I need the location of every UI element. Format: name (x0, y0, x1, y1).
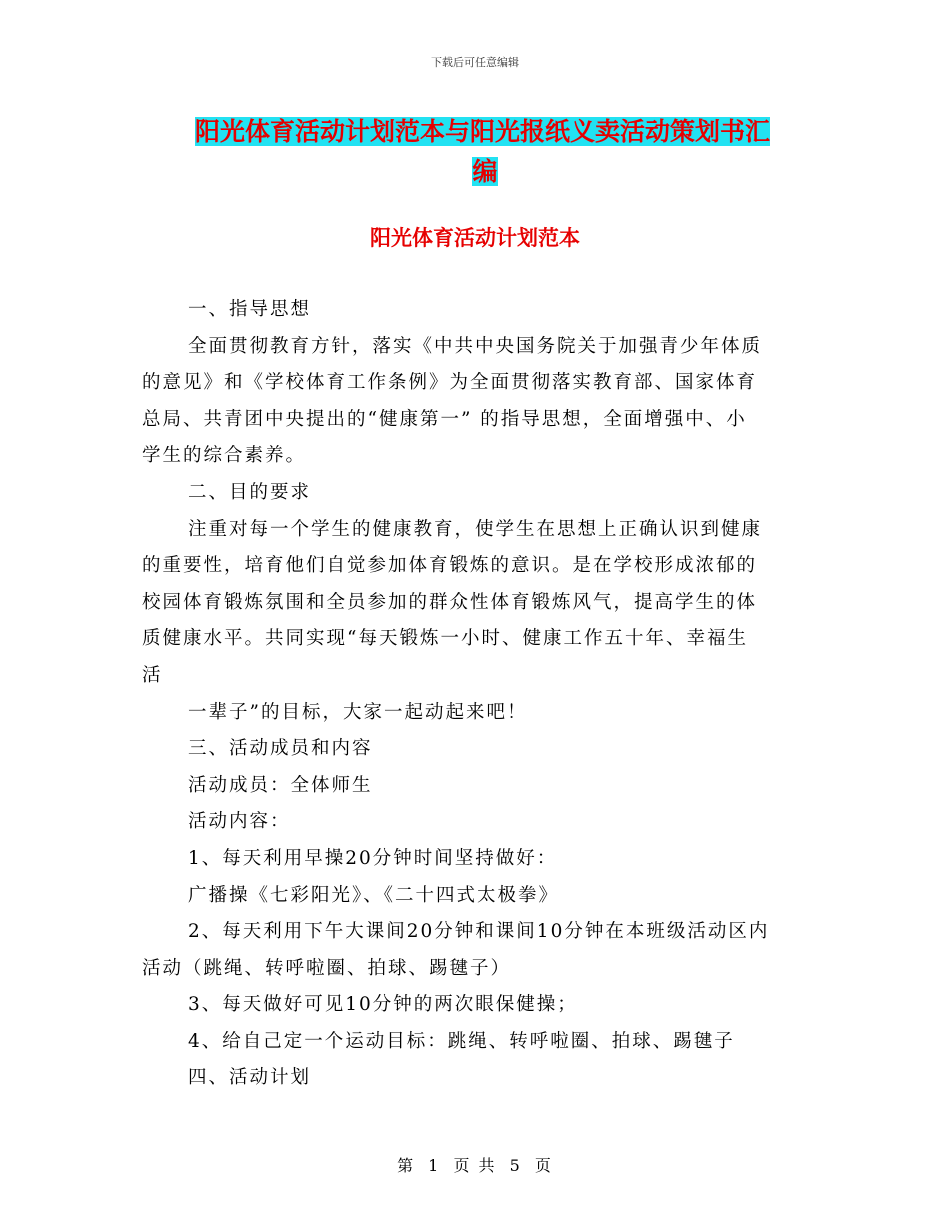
paragraph-line: 全面贯彻教育方针，落实《中共中央国务院关于加强青少年体质 (188, 335, 763, 357)
paragraph-line: 活 (142, 664, 163, 686)
paragraph-line: 质健康水平。共同实现“每天锻炼一小时、健康工作五十年、幸福生 (142, 628, 748, 650)
list-item: 活动（跳绳、转呼啦圈、拍球、踢毽子） (142, 957, 512, 979)
list-item: 4、给自己定一个运动目标：跳绳、转呼啦圈、拍球、踢毽子 (188, 1030, 735, 1052)
paragraph-line: 一辈子”的目标，大家一起动起来吧！ (188, 701, 528, 723)
document-body (142, 292, 807, 1097)
heading-members-content: 三、活动成员和内容 (188, 738, 373, 760)
paragraph-line: 校园体育锻炼氛围和全员参加的群众性体育锻炼风气，提高学生的体 (142, 591, 758, 613)
total-pages: 5 (509, 1156, 522, 1175)
paragraph-line: 的重要性，培育他们自觉参加体育锻炼的意识。是在学校形成浓郁的 (142, 555, 758, 577)
paragraph-line: 学生的综合素养。 (142, 445, 307, 467)
current-page-number: 1 (428, 1156, 441, 1175)
activity-members: 活动成员：全体师生 (188, 774, 373, 796)
list-item: 3、每天做好可见10分钟的两次眼保健操； (188, 994, 578, 1016)
paragraph-line: 的意见》和《学校体育工作条例》为全面贯彻落实教育部、国家体育 (142, 372, 758, 394)
header-note: 下载后可任意编辑 (431, 56, 519, 69)
heading-objectives: 二、目的要求 (188, 481, 312, 503)
title-line-1: 阳光体育活动计划范本与阳光报纸义卖活动策划书汇 (195, 117, 771, 146)
list-item: 1、每天利用早操20分钟时间坚持做好： (188, 847, 558, 869)
title-line-2: 编 (472, 157, 498, 186)
page-footer (0, 1153, 950, 1176)
footer-middle: 页 共 (453, 1156, 497, 1175)
list-item: 广播操《七彩阳光》、《二十四式太极拳》 (188, 884, 560, 906)
paragraph-line: 总局、共青团中央提出的“健康第一” 的指导思想，全面增强中、小 (142, 408, 747, 430)
document-title (195, 112, 815, 192)
footer-prefix: 第 (397, 1156, 416, 1175)
heading-activity-plan: 四、活动计划 (188, 1067, 312, 1089)
paragraph-line: 注重对每一个学生的健康教育，使学生在思想上正确认识到健康 (188, 518, 763, 540)
footer-suffix: 页 (534, 1156, 553, 1175)
list-item: 2、每天利用下午大课间20分钟和课间10分钟在本班级活动区内 (188, 921, 770, 943)
heading-guiding-ideology: 一、指导思想 (188, 299, 312, 320)
section-title: 阳光体育活动计划范本 (370, 226, 580, 250)
activity-content-label: 活动内容： (188, 811, 291, 833)
